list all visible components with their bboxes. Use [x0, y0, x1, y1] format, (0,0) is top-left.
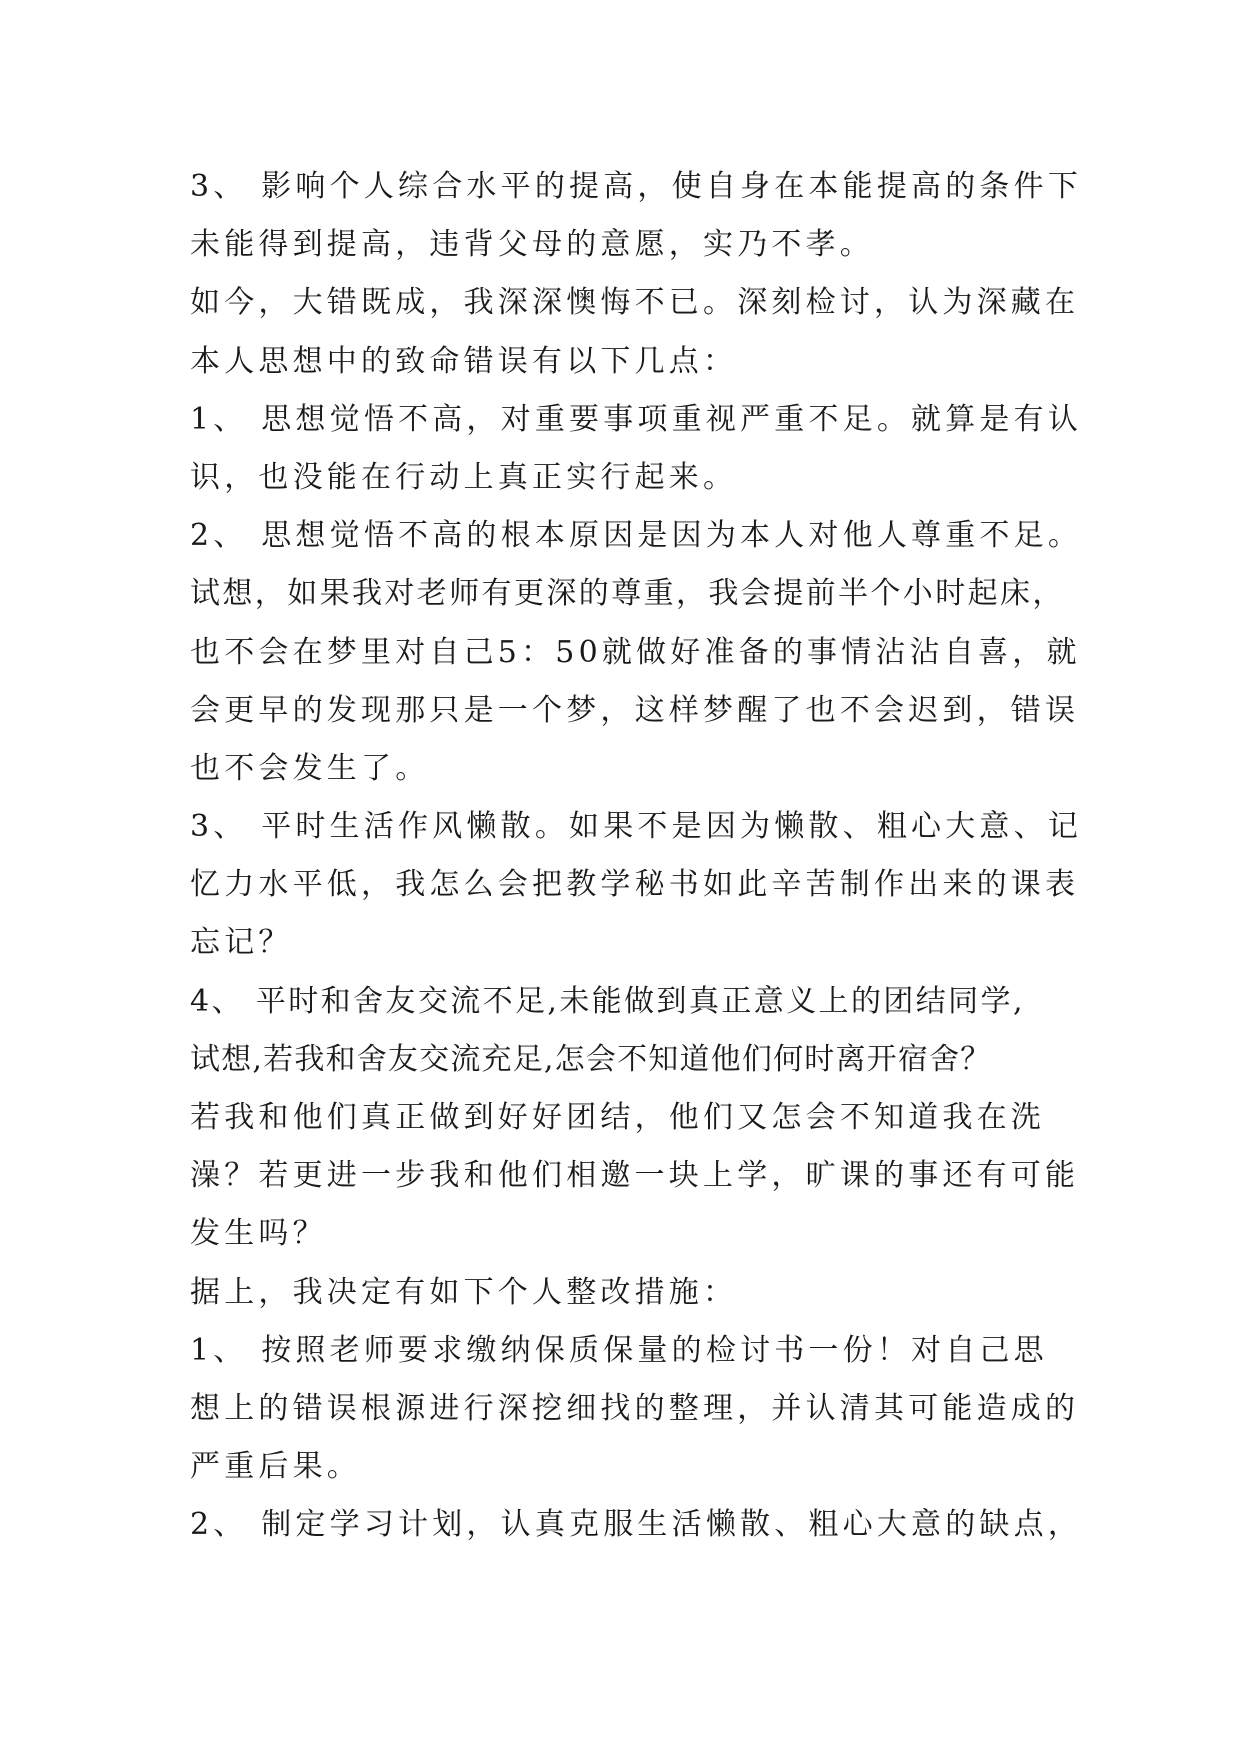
text-line: 也不会在梦里对自己5：50就做好准备的事情沾沾自喜，就 — [190, 634, 1081, 670]
text-line: 忘记？ — [190, 925, 293, 961]
text-line: 3、 影响个人综合水平的提高，使自身在本能提高的条件下 — [190, 169, 1083, 204]
text-line: 澡？若更进一步我和他们相邀一块上学，旷课的事还有可能 — [190, 1158, 1080, 1194]
text-line: 想上的错误根源进行深挖细找的整理，并认清其可能造成的 — [190, 1390, 1080, 1426]
text-line: 忆力水平低，我怎么会把教学秘书如此辛苦制作出来的课表 — [190, 867, 1080, 903]
document-body — [190, 158, 1083, 1555]
text-line: 2、 制定学习计划，认真克服生活懒散、粗心大意的缺点， — [190, 1507, 1083, 1543]
text-line: 试想，如果我对老师有更深的尊重，我会提前半个小时起床， — [190, 576, 1065, 612]
text-line: 1、 按照老师要求缴纳保质保量的检讨书一份！对自己思 — [190, 1332, 1048, 1368]
text-line: 4、 平时和舍友交流不足,未能做到真正意义上的团结同学, — [190, 983, 1025, 1019]
text-line: 试想,若我和舍友交流充足,怎会不知道他们何时离开宿舍？ — [190, 1041, 992, 1077]
text-line: 识，也没能在行动上真正实行起来。 — [190, 459, 738, 495]
text-line: 严重后果。 — [190, 1449, 361, 1485]
text-line: 会更早的发现那只是一个梦，这样梦醒了也不会迟到，错误 — [190, 692, 1080, 728]
text-line: 2、 思想觉悟不高的根本原因是因为本人对他人尊重不足。 — [190, 518, 1083, 554]
text-line: 发生吗？ — [190, 1216, 327, 1252]
text-line: 未能得到提高，违背父母的意愿，实乃不孝。 — [190, 227, 874, 263]
text-line: 如今，大错既成，我深深懊悔不已。深刻检讨，认为深藏在 — [190, 285, 1080, 321]
text-line: 3、 平时生活作风懒散。如果不是因为懒散、粗心大意、记 — [190, 809, 1083, 845]
text-line: 也不会发生了。 — [190, 750, 430, 786]
text-line: 若我和他们真正做到好好团结，他们又怎会不知道我在洗 — [190, 1100, 1045, 1135]
text-line: 本人思想中的致命错误有以下几点： — [190, 343, 738, 379]
text-line: 据上，我决定有如下个人整改措施： — [190, 1274, 738, 1310]
text-line: 1、 思想觉悟不高，对重要事项重视严重不足。就算是有认 — [190, 401, 1083, 437]
